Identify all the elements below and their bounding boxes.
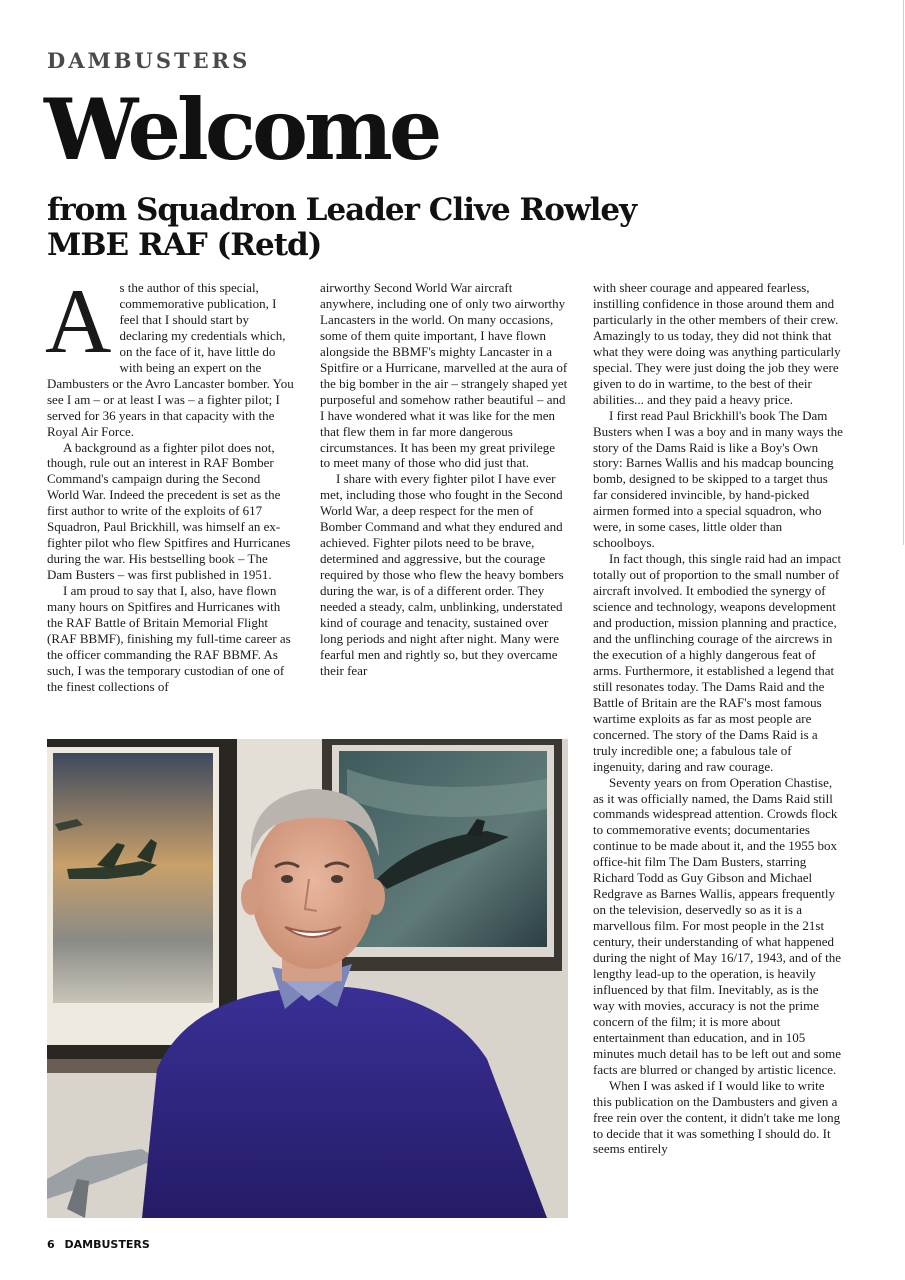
face xyxy=(251,809,375,969)
article-paragraph: A background as a fighter pilot does not, though, rule out an interest in RAF Bomber Command's campaign during the Second World War. Indeed the precedent is set as the first author to write of the exploits of 617 Squadron, Paul Brickhill, was himself an ex-fighter pilot who flew Spitfires and Hurricanes during the war. His bestselling book – The Dam Busters – was first published in 1951. xyxy=(47,439,291,583)
subhead-line-2: MBE RAF (Retd) xyxy=(47,227,322,263)
article-column-2 xyxy=(320,280,568,679)
section-tag: DAMBUSTERS xyxy=(47,48,251,73)
article-paragraph: with sheer courage and appeared fearless, instilling confidence in those around them and particularly in the other members of their crew. Amazingly to us today, they did not think that what they were doing was anything particularly special. They were just doing the job they were given to do in wartime, to the best of their abilities... and they paid a heavy price. xyxy=(593,280,841,407)
article-paragraph: I am proud to say that I, also, have flown many hours on Spitfires and Hurricanes with the RAF Battle of Britain Memorial Flight (RAF BBMF), finishing my full-time career as the officer commanding the RAF BBMF. As such, I was the temporary custodian of one of the finest collections of xyxy=(47,583,291,694)
article-paragraph: In fact though, this single raid had an impact totally out of proportion to the small number of aircraft involved. It embodied the synergy of science and technology, weapons development and production, mission planning and practice, and the unflinching courage of the aircrews in the execution of a highly dangerous feat of arms. Furthermore, it established a legend that still resonates today. The Dams Raid and the Battle of Britain are the RAF's most famous wartime exploits as far as most people are concerned. The story of the Dams Raid is a truly incredible one; a fabulous tale of ingenuity, daring and raw courage. xyxy=(593,551,842,774)
article-paragraph: I share with every fighter pilot I have ever met, including those who fought in the Second World War, a deep respect for the men of Bomber Command and what they endured and achieved. Fighter pilots need to be brave, determined and aggressive, but the courage required by those who flew the heavy bombers during the war, is of a different order. They needed a steady, calm, unblinking, understated kind of courage and tenacity, sustained over long periods and night after night. Many were fearful men and rightly so, but they overcame their fear xyxy=(320,471,564,678)
footer-magazine-name: DAMBUSTERS xyxy=(64,1238,150,1251)
page-number: 6 xyxy=(47,1238,55,1251)
author-photo xyxy=(47,739,568,1218)
page-edge-rule xyxy=(903,0,904,545)
subhead xyxy=(47,193,747,263)
article-paragraph: When I was asked if I would like to write this publication on the Dambusters and given a free rein over the content, it didn't take me long to decide that it was something I should do. It seems entirely xyxy=(593,1077,841,1157)
article-column-1 xyxy=(45,270,294,695)
article-paragraph: airworthy Second World War aircraft anywhere, including one of only two airworthy Lancasters in the world. On many occasions, some of them quite important, I have flown alongside the BBMF's mighty Lancaster in a Spitfire or a Hurricane, marvelled at the aura of the big bomber in the air – strangely shaped yet purposeful and somehow rather beautiful – and I have wondered what it was like for the men that flew them in far more dangerous circumstances. It has been my great privilege to meet many of those who did just that. xyxy=(320,280,568,471)
page-footer xyxy=(47,1238,150,1251)
article-column-3 xyxy=(593,280,843,1157)
drop-cap: A xyxy=(45,270,112,372)
article-paragraph: Seventy years on from Operation Chastise, as it was officially named, the Dams Raid still commands widespread attention. Crowds flock to commemorative events; documentaries continue to be made about it, and the 1955 box office-hit film The Dam Busters, starring Richard Todd as Guy Gibson and Michael Redgrave as Barnes Wallis, appears frequently on the television, deservedly so as it is a marvellous film. For most people in the 21st century, their understanding of what happened during the night of May 16/17, 1943, and of the lengthy lead-up to the operation, is heavily influenced by that film. Inevitably, as is the way with movies, accuracy is not the prime concern of the film; it is more about entertainment than education, and in 105 minutes much detail has to be left out and some facts are blurred or changed by artistic licence. xyxy=(593,774,842,1077)
headline: Welcome xyxy=(44,80,439,179)
article-paragraph: I first read Paul Brickhill's book The Dam Busters when I was a boy and in many ways the story of the Dams Raid is like a Boy's Own story: Barnes Wallis and his madcap bouncing bomb, designed to be skipped to a target thus far considered invincible, by hand-picked airmen formed into a special squadron, who were, in some cases, little older than schoolboys. xyxy=(593,407,843,551)
article-paragraph: As the author of this special, commemorative publication, I feel that I should start by declaring my credentials which, on the face of it, have little do with being an expert on the Dambusters or the Avro Lancaster bomber. You see I am – or at least I was – a fighter pilot; I served for 36 years in that capacity with the Royal Air Force. xyxy=(45,270,294,439)
subhead-line-1: from Squadron Leader Clive Rowley xyxy=(47,192,637,228)
